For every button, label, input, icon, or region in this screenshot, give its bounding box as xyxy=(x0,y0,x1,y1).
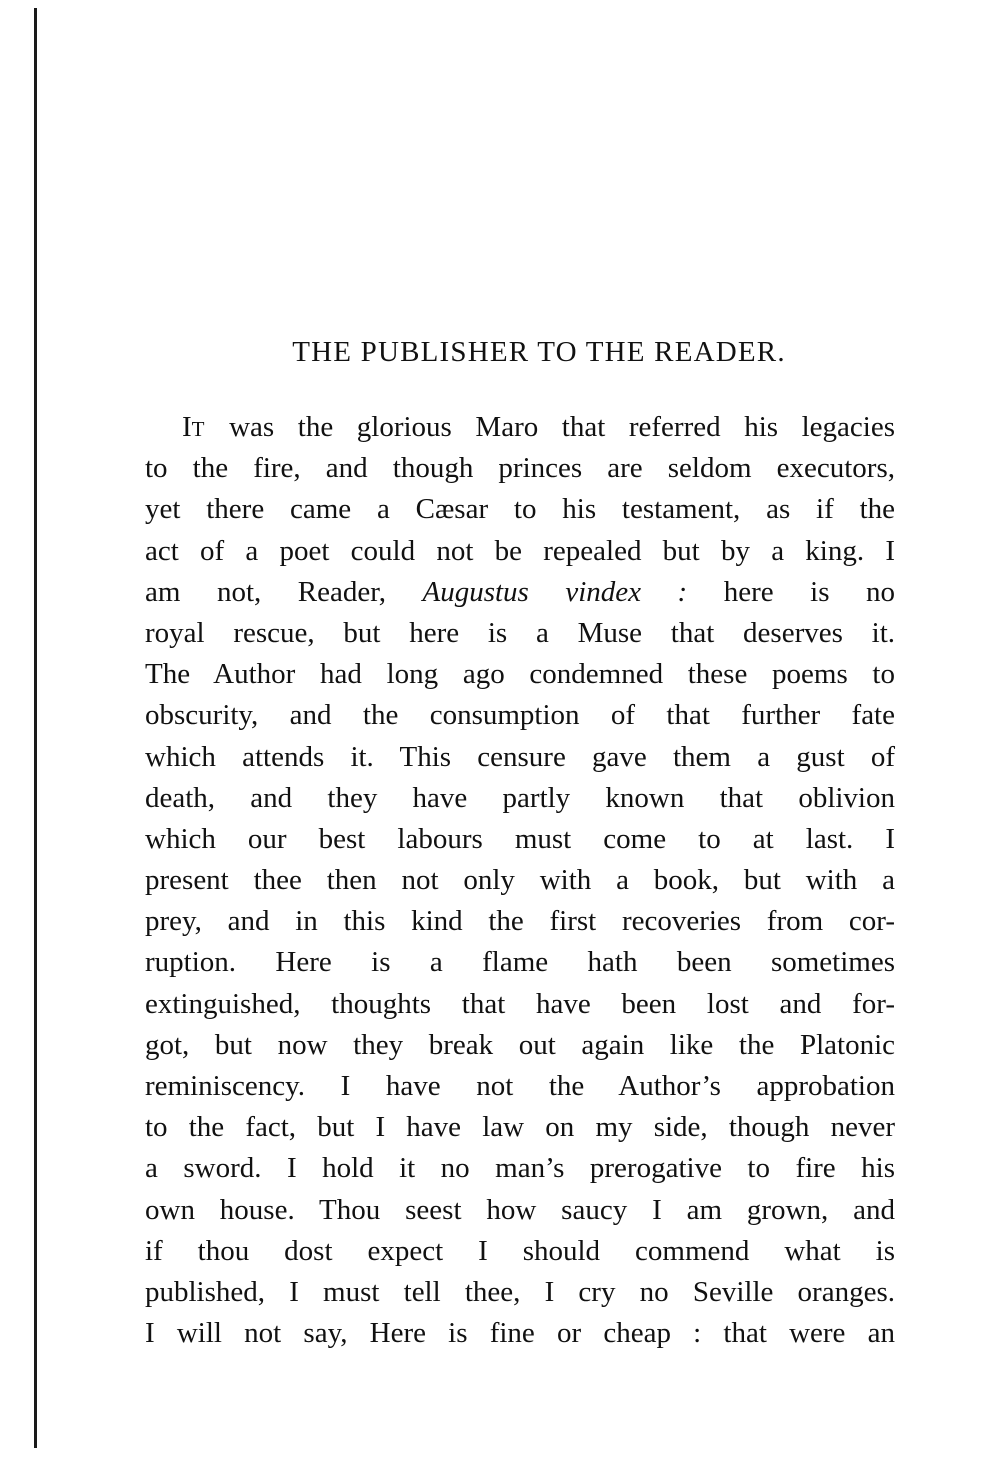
paragraph-line: reminiscency. I have not the Author’s approbation xyxy=(145,1070,895,1102)
paragraph-line: The Author had long ago condemned these poems to xyxy=(145,658,895,691)
small-caps-text: T xyxy=(191,417,206,441)
line-text: was the glorious Maro that referred his legacies xyxy=(205,411,895,443)
paragraph-line: prey, and in this kind the first recoveries from cor- xyxy=(145,905,895,938)
page-title: THE PUBLISHER TO THE READER. xyxy=(292,336,786,368)
line-text: here is no xyxy=(687,575,895,608)
body-paragraph xyxy=(145,407,895,1354)
paragraph-line: which attends it. This censure gave them a gust of xyxy=(145,740,895,773)
paragraph-line: own house. Thou seest how saucy I am grown, and xyxy=(145,1193,895,1226)
drop-capital: I xyxy=(182,411,192,443)
italic-phrase: Augustus vindex : xyxy=(422,575,688,608)
paragraph-line xyxy=(145,407,895,448)
paragraph-line: got, but now they break out again like the Platonic xyxy=(145,1028,895,1061)
paragraph-line: obscurity, and the consumption of that further fate xyxy=(145,699,895,732)
paragraph-line: if thou dost expect I should commend what is xyxy=(145,1234,895,1267)
paragraph-line: which our best labours must come to at last. I xyxy=(145,822,895,855)
paragraph-line: yet there came a Cæsar to his testament, as if the xyxy=(145,493,895,526)
paragraph-line: to the fire, and though princes are seldom executors, xyxy=(145,452,895,485)
paragraph-line: published, I must tell thee, I cry no Seville oranges. xyxy=(145,1275,895,1308)
scan-edge-line xyxy=(34,8,37,1448)
paragraph-line: ruption. Here is a flame hath been sometimes xyxy=(145,946,895,979)
paragraph-line: royal rescue, but here is a Muse that deserves it. xyxy=(145,616,895,649)
line-text: am not, Reader, xyxy=(145,575,423,608)
paragraph-line: present thee then not only with a book, but with a xyxy=(145,864,895,897)
paragraph-line xyxy=(145,572,895,613)
paragraph-line: a sword. I hold it no man’s prerogative to fire his xyxy=(145,1152,895,1185)
paragraph-line: to the fact, but I have law on my side, though never xyxy=(145,1111,895,1144)
paragraph-line: I will not say, Here is fine or cheap : that were an xyxy=(145,1317,895,1350)
paragraph-line: death, and they have partly known that oblivion xyxy=(145,781,895,814)
paragraph-line: extinguished, thoughts that have been lost and for- xyxy=(145,987,895,1020)
paragraph-line: act of a poet could not be repealed but by a king. I xyxy=(145,534,895,567)
